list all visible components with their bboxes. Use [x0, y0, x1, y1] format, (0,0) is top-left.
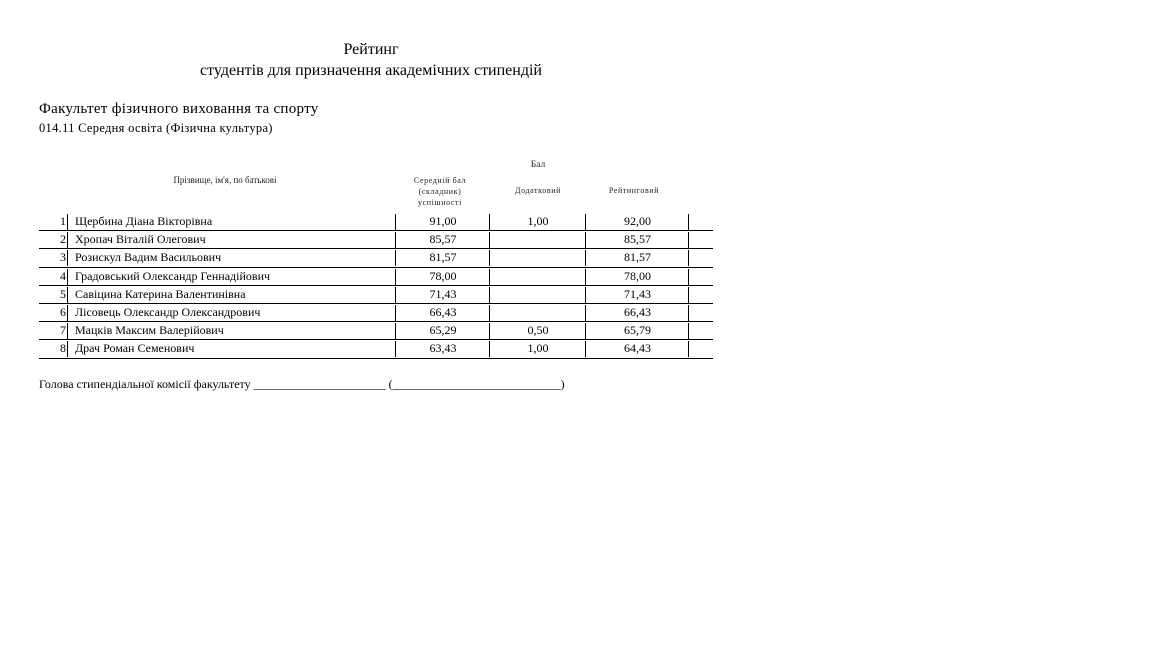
signature-line: Голова стипендіальної комісії факультету ______________________ (____________________________): [39, 377, 565, 391]
additional-score: [490, 304, 586, 321]
header-bal: Бал: [530, 160, 546, 170]
table-row: [39, 322, 713, 340]
average-score: 66,43: [429, 304, 457, 319]
rating-table: [39, 213, 713, 359]
rating-score: 81,57: [624, 250, 651, 265]
header-average-line3: успішності: [418, 198, 462, 207]
additional-score: [490, 231, 586, 248]
rating-score: 85,57: [624, 232, 651, 247]
average-score: 85,57: [429, 232, 457, 247]
average-score: 78,00: [429, 268, 457, 283]
row-number: 2: [60, 232, 66, 247]
header-average-line2: (складник): [418, 187, 462, 196]
student-name: Савіцина Катерина Валентинівна: [75, 286, 246, 301]
additional-score: 1,00: [527, 214, 549, 228]
average-score: 81,57: [429, 250, 457, 265]
row-number: 3: [60, 250, 66, 265]
student-name: Хропач Віталій Олегович: [75, 232, 206, 247]
table-row: [39, 304, 713, 322]
rating-score: 71,43: [624, 286, 651, 301]
student-name: Градовський Олександр Геннадійович: [75, 268, 271, 283]
student-name: Мацків Максим Валерійович: [75, 323, 224, 338]
document-title: Рейтинг: [343, 41, 399, 58]
row-number: 6: [60, 304, 66, 319]
row-number: 4: [60, 268, 66, 283]
rating-score: 92,00: [624, 214, 651, 228]
row-number: 7: [60, 323, 66, 338]
row-number: 8: [60, 341, 66, 356]
additional-score: [490, 249, 586, 266]
table-row: [39, 268, 713, 286]
student-name: Щербина Діана Вікторівна: [75, 214, 213, 228]
average-score: 65,29: [429, 323, 457, 338]
header-additional: Додатковий: [515, 186, 561, 195]
rating-score: 64,43: [624, 341, 651, 356]
faculty-name: Факультет фізичного виховання та спорту: [39, 101, 319, 117]
table-row: [39, 286, 713, 304]
header-rating: Рейтинговий: [608, 186, 660, 195]
row-number: 5: [60, 286, 66, 301]
header-name: Прізвище, ім'я, по батькові: [173, 175, 277, 185]
student-name: Розискул Вадим Васильович: [75, 250, 222, 265]
additional-score: 0,50: [527, 323, 549, 338]
rating-score: 78,00: [624, 268, 651, 283]
header-average: [400, 175, 480, 208]
additional-score: [490, 286, 586, 303]
document-subtitle: студентів для призначення академічних стипендій: [199, 62, 542, 79]
student-name: Драч Роман Семенович: [75, 341, 195, 356]
row-number: 1: [60, 214, 66, 228]
table-row: [39, 340, 713, 358]
table-row: [39, 249, 713, 267]
average-score: 63,43: [429, 341, 457, 356]
average-score: 71,43: [429, 286, 457, 301]
header-average-line1: Середній бал: [413, 176, 467, 185]
rating-score: 65,79: [624, 323, 651, 338]
table-row: [39, 231, 713, 249]
additional-score: [490, 268, 586, 285]
table-row: [39, 213, 713, 231]
average-score: 91,00: [429, 214, 457, 228]
program-name: 014.11 Середня освіта (Фізична культура): [39, 121, 273, 135]
student-name: Лісовець Олександр Олександрович: [75, 304, 261, 319]
additional-score: 1,00: [527, 341, 549, 356]
rating-score: 66,43: [624, 304, 651, 319]
